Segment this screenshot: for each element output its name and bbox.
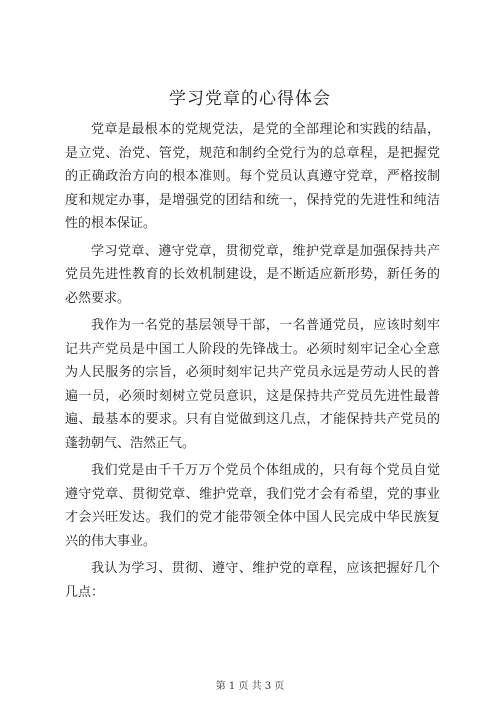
page-footer: 第 1 页 共 3 页 (215, 681, 285, 692)
paragraph: 我认为学习、贯彻、遵守、维护党的章程，应该把握好几个几点： (65, 561, 440, 600)
document-body (65, 118, 440, 608)
paragraph: 我作为一名党的基层领导干部，一名普通党员，应该时刻牢记共产党员是中国工人阶段的先锋战士。必须时刻牢记全心全意为人民服务的宗旨，必须时刻牢记共产党员永远是劳动人民的普遍一员，必须时刻树立党员意识，这是保持共产党员先进性最普遍、最基本的要求。只有自觉做到这几点，才能保持共产党员的蓬勃朝气、浩然正气。 (65, 318, 440, 451)
document-title: 学习党章的心得体会 (169, 89, 331, 109)
paragraph: 我们党是由千千万万个党员个体组成的，只有每个党员自觉遵守党章、贯彻党章、维护党章，我们党才会有希望，党的事业才会兴旺发达。我们的党才能带领全体中国人民完成中华民族复兴的伟大事业。 (65, 463, 440, 549)
paragraph: 学习党章、遵守党章，贯彻党章，维护党章是加强保持共产党员先进性教育的长效机制建设，是不断适应新形势，新任务的必然要求。 (65, 243, 440, 306)
paragraph: 党章是最根本的党规党法，是党的全部理论和实践的结晶，是立党、治党、管党，规范和制约全党行为的总章程，是把握党的正确政治方向的根本准则。每个党员认真遵守党章，严格按制度和规定办事，是增强党的团结和统一，保持党的先进性和纯洁性的根本保证。 (65, 122, 440, 231)
